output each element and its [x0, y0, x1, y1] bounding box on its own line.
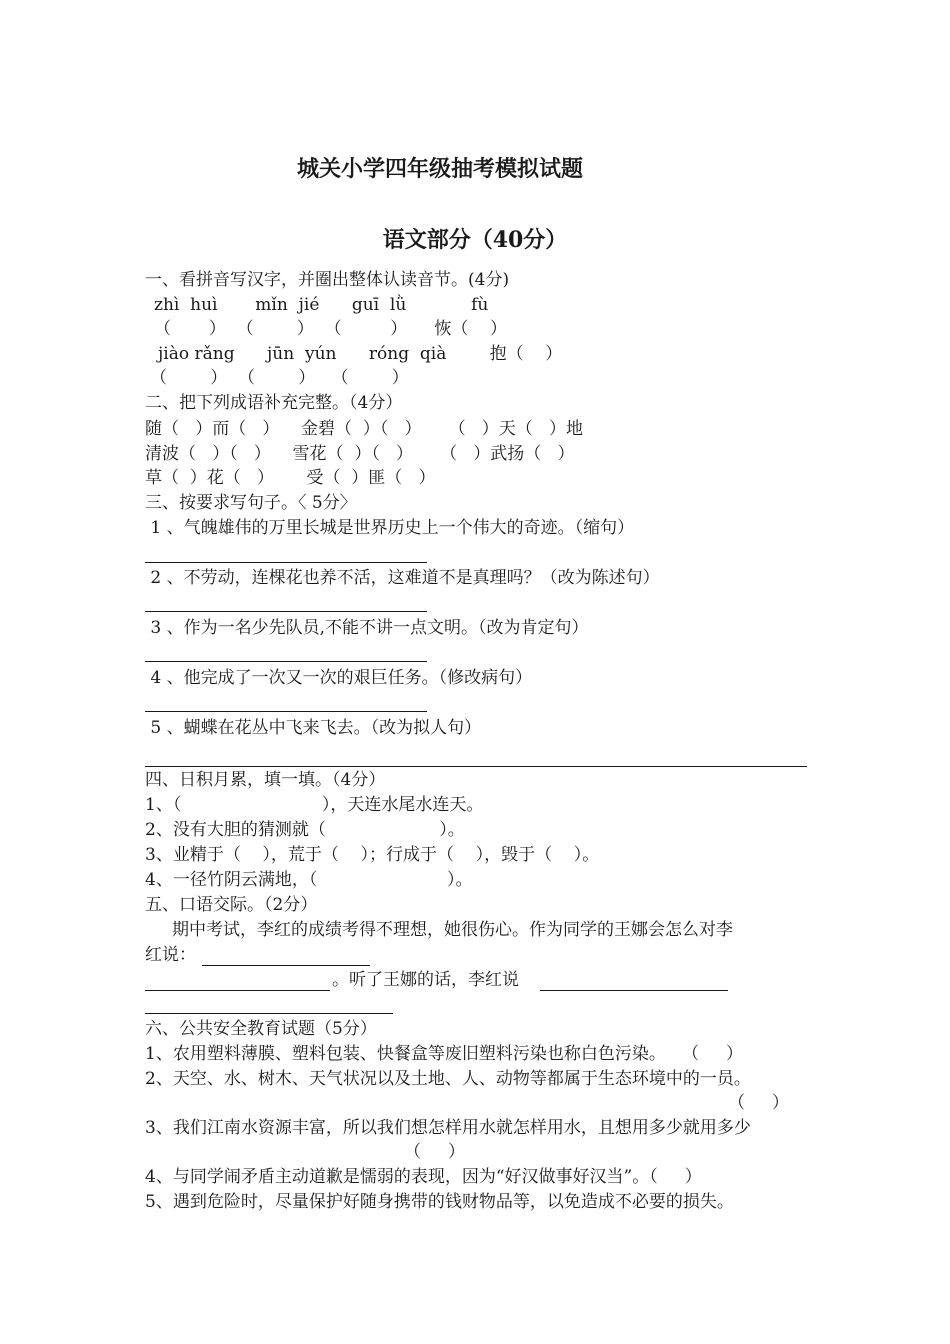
answer-line-2[interactable]: [145, 611, 427, 612]
section1-heading: 一、看拼音写汉字，并圈出整体认读音节。(4分): [145, 270, 510, 290]
safety-answer-paren-3: （ ）: [404, 1142, 466, 1162]
answer-line-1[interactable]: [145, 562, 427, 563]
fill-question-4: 4、一径竹阴云满地，（ ）。: [145, 870, 473, 890]
lihong-answer-line-1[interactable]: [540, 990, 728, 991]
pinyin-row-1: zhì huì mǐn jié guī lǜ fù: [154, 295, 489, 315]
sentence-question-4: 4 、他完成了一次又一次的艰巨任务。（修改病句）: [145, 668, 533, 688]
fill-question-1: 1、（ ），天连水尾水连天。: [145, 795, 484, 815]
page-title: 城关小学四年级抽考模拟试题: [296, 156, 583, 182]
sentence-question-3: 3 、作为一名少先队员,不能不讲一点文明。（改为肯定句）: [145, 618, 589, 638]
safety-question-5: 5、遇到危险时，尽量保护好随身携带的钱财物品等，以免造成不必要的损失。: [145, 1192, 734, 1212]
safety-question-2: 2、天空、水、树木、天气状况以及土地、人、动物等都属于生态环境中的一员。: [145, 1069, 751, 1089]
answer-blanks-row-1: （ ） （ ） （ ） 恢（ ）: [154, 319, 507, 339]
wangna-answer-line-2[interactable]: [145, 990, 330, 991]
answer-blanks-row-2: （ ） （ ） （ ）: [150, 368, 409, 388]
sentence-question-5: 5 、蝴蝶在花丛中飞来飞去。（改为拟人句）: [145, 718, 482, 738]
lihong-answer-line-2[interactable]: [145, 1013, 393, 1014]
idiom-row-3: 草（ ）花（ ） 受（ ）匪（ ）: [145, 468, 436, 488]
section5-heading: 五、口语交际。（2分）: [145, 895, 318, 915]
wangna-answer-line-1[interactable]: [202, 965, 370, 966]
safety-answer-paren-2: （ ）: [728, 1093, 790, 1113]
safety-question-4: 4、与同学闹矛盾主动道歉是懦弱的表现，因为“好汉做事好汉当”。（ ）: [145, 1167, 702, 1187]
safety-question-3: 3、我们江南水资源丰富，所以我们想怎样用水就怎样用水，且想用多少就用多少: [145, 1118, 751, 1138]
section3-heading: 三、按要求写句子。〈 5分〉: [145, 493, 357, 513]
page-subtitle: 语文部分（40分）: [382, 227, 568, 253]
fill-question-3: 3、业精于（ ），荒于（ ）；行成于（ ），毁于（ ）。: [145, 845, 600, 865]
section2-heading: 二、把下列成语补充完整。（4分）: [145, 393, 403, 413]
idiom-row-1: 随（ ）而（ ） 金碧（ ）（ ） （ ）天（ ）地: [145, 419, 583, 439]
dialogue-prompt-line-1: 期中考试，李红的成绩考得不理想，她很伤心。作为同学的王娜会怎么对李: [145, 920, 734, 940]
dialogue-prompt-line-3: 。听了王娜的话，李红说: [332, 970, 519, 990]
pinyin-row-2: jiào rǎng jūn yún róng qià 抱（ ）: [158, 344, 563, 364]
answer-line-3[interactable]: [145, 661, 427, 662]
answer-line-5[interactable]: [145, 766, 807, 767]
answer-line-4[interactable]: [145, 711, 427, 712]
section6-heading: 六、公共安全教育试题（5分）: [145, 1019, 377, 1039]
idiom-row-2: 清波（ ）（ ） 雪花（ ）（ ） （ ）武扬（ ）: [145, 444, 575, 464]
sentence-question-2: 2 、不劳动，连棵花也养不活，这难道不是真理吗？（改为陈述句）: [145, 568, 660, 588]
dialogue-prompt-line-2: 红说：: [145, 945, 196, 965]
section4-heading: 四、日积月累，填一填。（4分）: [145, 770, 386, 790]
sentence-question-1: 1 、气魄雄伟的万里长城是世界历史上一个伟大的奇迹。（缩句）: [145, 518, 635, 538]
fill-question-2: 2、没有大胆的猜测就（ ）。: [145, 820, 465, 840]
safety-question-1: 1、农用塑料薄膜、塑料包装、快餐盒等废旧塑料污染也称白色污染。 （ ）: [145, 1044, 744, 1064]
